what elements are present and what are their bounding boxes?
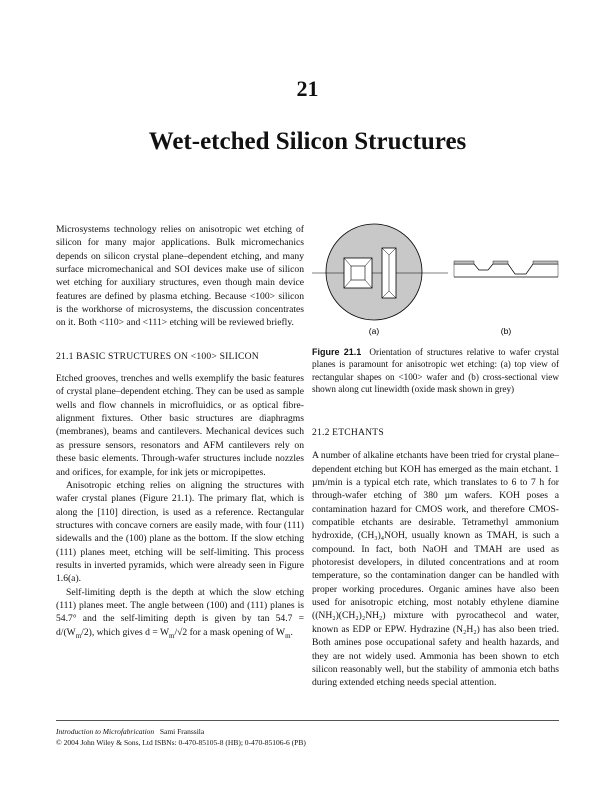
section-heading-basic-structures: 21.1 BASIC STRUCTURES ON <100> SILICON <box>56 350 259 362</box>
section1-paragraph-1: Etched grooves, trenches and wells exemplify the basic features of crystal plane–dependent etching. They can be used as sample wells and flow channels in microfluidics, or as optical fibre-alignment fixtures. Other basic structures are diaphragms (membranes), beams and cantilevers. Mechanical devices such as pressure sensors, resonators and AFM cantilevers rely on these basic elements. Through-wafer structures include nozzles and orifices, for example, for ink jets or micropipettes. <box>56 373 304 478</box>
footer <box>56 726 559 748</box>
section-heading-etchants: 21.2 ETCHANTS <box>312 427 384 438</box>
chapter-number: 21 <box>296 76 319 101</box>
left-column <box>56 223 304 643</box>
footer-copyright: © 2004 John Wiley & Sons, Ltd ISBNs: 0-470-85105-8 (HB); 0-470-85106-6 (PB) <box>56 738 306 747</box>
chapter-title: Wet-etched Silicon Structures <box>148 128 467 155</box>
figure-21-1-diagram <box>312 222 559 340</box>
footer-author: Sami Franssila <box>159 727 205 736</box>
figure-21-1 <box>312 222 559 340</box>
footer-rule <box>56 720 559 721</box>
figure-caption <box>312 346 559 396</box>
right-column <box>312 426 559 690</box>
figure-label-b: (b) <box>500 326 512 336</box>
square-well-bottom <box>351 266 365 280</box>
footer-book-title: Introduction to Microfabrication <box>56 727 155 736</box>
figure-caption-text: Orientation of structures relative to wafer crystal planes is paramount for anisotropic wet etching: (a) top view of rectangular shapes on <100> wafer and (b) cross-sectional view shown along cut linewidth (oxide mask shown in grey) <box>312 347 559 395</box>
section1-paragraph-2: Anisotropic etching relies on aligning the structures with wafer crystal planes (Figure 21.1). The primary flat, which is along the [110] direction, is used as a reference. Rectangular structures with concave corners are easily made, with four (111) sidewalls and the (100) plane as the bottom. If the slow etching (111) planes meet, etching will be self-limiting. This process results in inverted pyramids, which were already seen in Figure 1.6(a). <box>56 479 304 585</box>
intro-paragraph: Microsystems technology relies on anisotropic wet etching of silicon for many major applications. Bulk micromechanics depends on silicon crystal plane–dependent etching, and many surface micromechanical and SOI devices make use of silicon wet etching for auxiliary structures, even though main device features are defined by plasma etching. Because <100> silicon is the workhorse of microsystems, the discussion concentrates on it. Both <110> and <111> etching will be reviewed briefly. <box>56 224 304 329</box>
cross-section <box>454 261 558 277</box>
section1-paragraph-3: Self-limiting depth is the depth at which the slow etching (111) planes meet. The angle between (100) and (111) planes is 54.7° and the self-limiting depth is given by $\tan 54.7 = d/(W_m/2)$, which gives $d = W_m/√2$ for a mask opening of $W_m$. <box>56 586 304 640</box>
section2-paragraph-1: A number of alkaline etchants have been tried for crystal plane–dependent etching but KOH has emerged as the main etchant. 1 µm/min is a typical etch rate, which translates to 6 to 7 h for through-wafer etching of 380 µm wafers. KOH poses a contamination hazard for CMOS work, and therefore CMOS-compatible etchants are desirable. Tetramethyl ammonium hydroxide, (CH₃)₄NOH, usually known as TMAH, is such a compound. In fact, both NaOH and TMAH are used as photoresist developers, in diluted concentrations and at room temperature, so the contamination danger can be handled with proper working procedures. Organic amines have also been used for anisotropic etching, most notably ethylene diamine ((NH₂)(CH₂)₂NH₂) mixture with pyrocathecol and water, known as EDP or EPW. Hydrazine (N₂H₂) has also been tried. Both amines pose occupational safety and health hazards, and they are not widely used. Ammonia has been shown to etch silicon reasonably well, but the stability of ammonia etch baths during extended etching needs special attention. <box>312 450 559 689</box>
figure-label-a: (a) <box>368 326 380 336</box>
figure-caption-label: Figure 21.1 <box>312 347 362 357</box>
wafer-disc <box>326 224 422 320</box>
